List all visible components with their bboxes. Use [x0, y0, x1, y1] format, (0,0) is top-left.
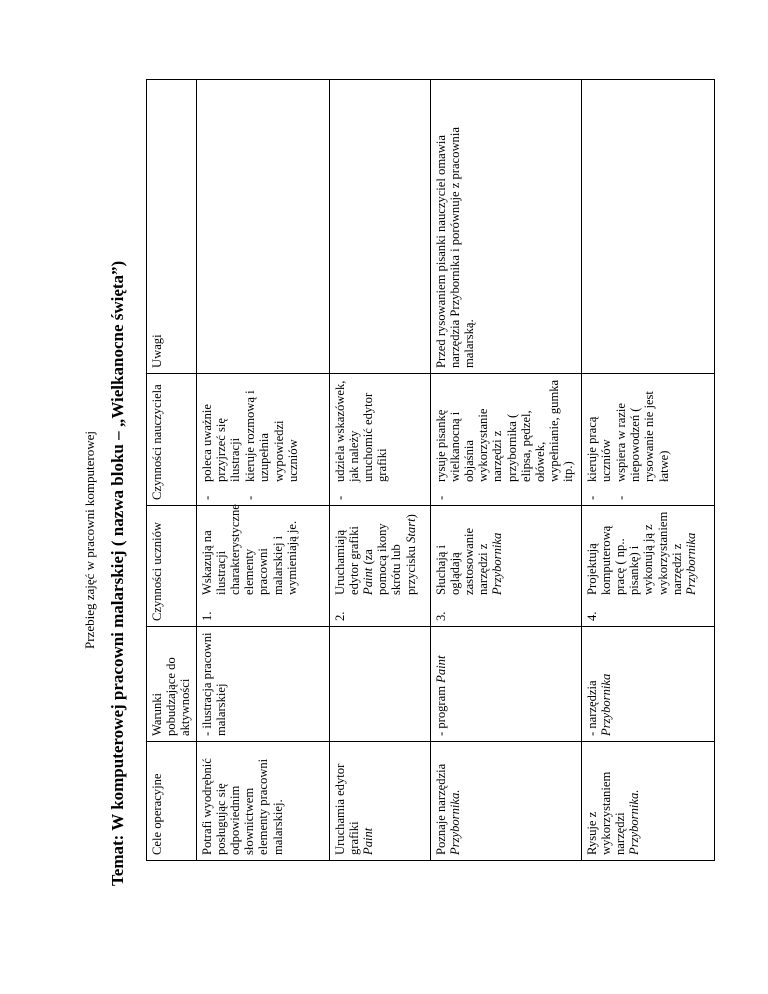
table-header-row	[147, 80, 197, 861]
student-activity-cell	[196, 506, 329, 627]
list-item: - rysuje pisankę wielkanocną i objaśnia wykorzystanie narzędzi z przybornika ( elipsa, pędzel, ołówek, wypełnianie, gumka itp.)	[433, 379, 576, 500]
table-row	[430, 80, 581, 861]
student-activity-text: Słuchają i oglądają zastosowanie narzędzi z Przybornika	[433, 527, 505, 595]
table-row	[581, 80, 714, 861]
student-activity-text: Projektują komputerową pracę ( np.. pisankę) i wykonują ją z wykorzystaniem narzędzi z Przybornika	[584, 511, 699, 595]
teacher-activity-cell	[329, 374, 430, 506]
list-item: - udziela wskazówek, jak należy uruchomić edytor grafiki	[332, 380, 390, 500]
column-header-teacher-activities: Czynności nauczyciela	[147, 374, 197, 506]
goal-cell: Rysuje z wykorzystaniem narzędzi Przybornika.	[581, 742, 714, 861]
list-item: - kieruje rozmową i uzupełnia wypowiedzi uczniów	[243, 390, 300, 500]
page-title: Temat: W komputerowej pracowni malarskiej ( nazwa bloku – „Wielkanocne święta”)	[108, 260, 127, 886]
list-item: - wspiera w razie niepowodzeń ( rysowanie nie jest łatwe)	[614, 391, 671, 500]
teacher-activity-cell	[430, 374, 581, 506]
item-number: 3.	[433, 611, 448, 621]
student-activity-text: Uruchamiają edytor grafiki Paint (za pomocą ikony skrótu lub przycisku Start)	[332, 514, 418, 595]
conditions-cell	[329, 627, 430, 742]
lesson-plan-table	[146, 79, 715, 861]
page-header: Przebieg zajęć w pracowni komputerowej	[82, 430, 97, 649]
student-activity-text: Wskazują na ilustracji charakterystyczne elementy pracowni malarskiej i wymieniają je.	[199, 504, 299, 595]
goal-cell: Potrafi wyodrębnić posługując się odpowiednim słownictwem elementy pracowni malarskiej.	[196, 742, 329, 861]
column-header-student-activities: Czynności uczniów	[147, 506, 197, 627]
item-number: 2.	[332, 611, 347, 621]
student-activity-cell	[430, 506, 581, 627]
notes-cell	[196, 80, 329, 374]
column-header-notes: Uwagi	[147, 80, 197, 374]
goal-cell: Uruchamia edytor grafiki Paint	[329, 742, 430, 861]
conditions-cell: - ilustracja pracowni malarskiej	[196, 627, 329, 742]
student-activity-cell	[581, 506, 714, 627]
item-number: 4.	[584, 611, 599, 621]
goal-cell: Poznaje narzędzia Przybornika.	[430, 742, 581, 861]
list-item: - poleca uważnie przyjrzeć się ilustracji	[199, 404, 243, 500]
conditions-cell: - narzędzia Przybornika	[581, 627, 714, 742]
conditions-cell: - program Paint	[430, 627, 581, 742]
column-header-conditions: Warunki pobudzające do aktywności	[147, 627, 197, 742]
notes-cell: Przed rysowaniem pisanki nauczyciel omawia narzędzia Przybornika i porównuje z pracownia malarską.	[430, 80, 581, 374]
table-row	[329, 80, 430, 861]
item-number: 1.	[199, 611, 214, 621]
list-item: - kieruje pracą uczniów	[584, 416, 613, 500]
notes-cell	[581, 80, 714, 374]
table-row	[196, 80, 329, 861]
notes-cell	[329, 80, 430, 374]
teacher-activity-cell	[581, 374, 714, 506]
student-activity-cell	[329, 506, 430, 627]
teacher-activity-cell	[196, 374, 329, 506]
column-header-goals: Cele operacyjne	[147, 742, 197, 861]
